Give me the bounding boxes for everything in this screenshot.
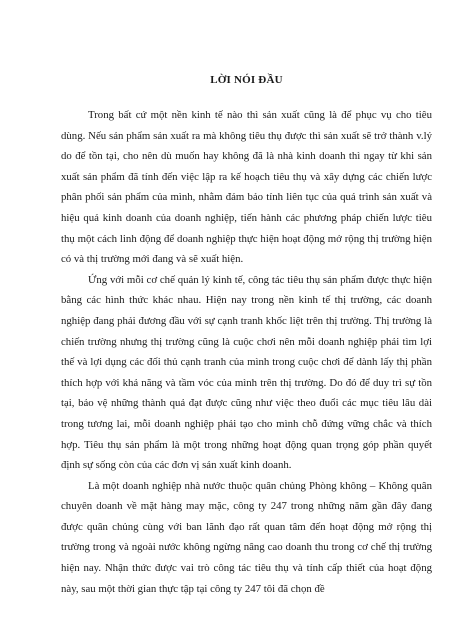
paragraph-3: Là một doanh nghiệp nhà nước thuộc quân chủng Phòng không – Không quân chuyên doanh về mặt hàng may mặc, công ty 247 trong những năm gần đây đang được quân chủng cùng với ban lãnh đạo rất quan tâm đến hoạt động mở rộng thị trường trong và ngoài nước không ngừng nâng cao doanh thu trong cơ chế thị trường hiện nay. Nhận thức được vai trò công tác tiêu thụ và tính cấp thiết của hoạt động này, sau một thời gian thực tập tại công ty 247 tôi đã chọn đề — [61, 479, 432, 595]
paragraph-2: Ứng với mỗi cơ chế quản lý kinh tế, công tác tiêu thụ sản phẩm được thực hiện bằng các hình thức khác nhau. Hiện nay trong nền kinh tế thị trường, các doanh nghiệp đang phải đương đầu với sự cạnh tranh khốc liệt trên thị trường. Thị trường là chiến trường nhưng thị trường cũng là cuộc chơi nên mỗi doanh nghiệp phải tìm lợi thế và lợi dụng các đối thủ cạnh tranh của mình trong cuộc chơi để dành lấy thị phần thích hợp với khả năng và tầm vóc của mình trên thị trường. Do đó để duy trì sự tồn tại, bảo vệ những thành quả đạt được cũng như việc theo đuổi các mục tiêu lâu dài trong tương lai, mỗi doanh nghiệp phải tạo cho mình chỗ đứng vững chắc và thích hợp. Tiêu thụ sản phẩm là một trong những hoạt động quan trọng góp phần quyết định sự sống còn của các đơn vị sản xuất kinh doanh. — [61, 273, 432, 472]
page-title: LỜI NÓI ĐẦU — [210, 74, 283, 86]
paragraph-1: Trong bất cứ một nền kinh tế nào thì sản xuất cũng là để phục vụ cho tiêu dùng. Nếu sản phẩm sản xuất ra mà không tiêu thụ được thì sản xuất sẽ trở thành v.lý do để tồn tại, cho nên dù muốn hay không đã là nhà kinh doanh thì ngay từ khi sản xuất sản phẩm đã tính đến việc lập ra kế hoạch tiêu thụ và xây dựng các chiến lược phân phối sản phẩm của mình, nhằm đảm bảo tính liên tục của quá trình sản xuất và hiệu quả kinh doanh của doanh nghiệp, tiến hành các phương pháp chiến lược tiêu thụ một cách linh động để doanh nghiệp thực hiện hoạt động mở rộng thị trường hiện có và thị trường mới đang và sẽ xuất hiện. — [61, 109, 432, 266]
